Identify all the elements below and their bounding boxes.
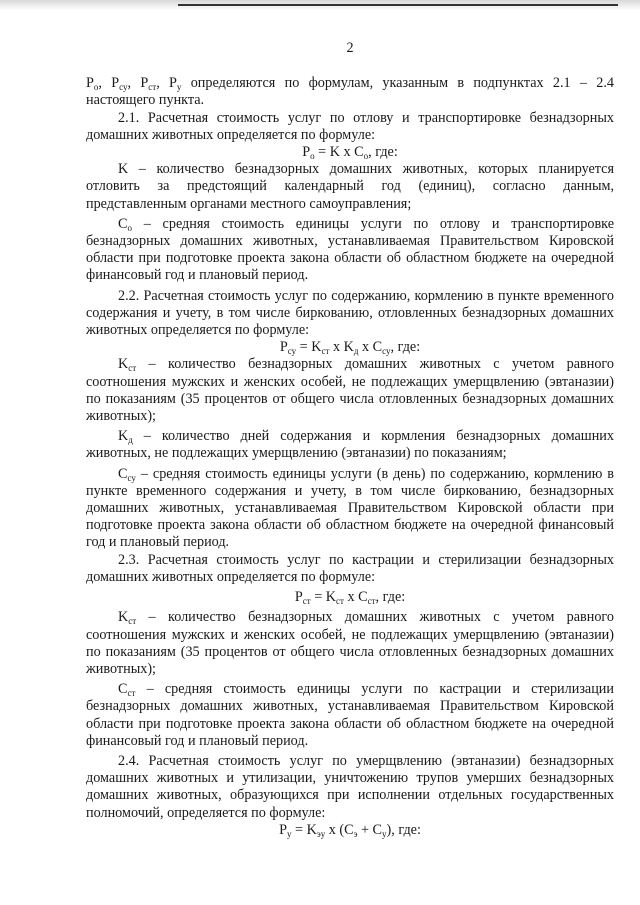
page-number: 2: [346, 40, 354, 56]
paragraph-2-1: 2.1. Расчетная стоимость услуг по отлову и транспортировке безнадзорных домашних животных определяется по формуле:: [86, 109, 614, 143]
paragraph-2-2: 2.2. Расчетная стоимость услуг по содержанию, кормлению в пункте временного содержания и учету, в том числе биркованию, отловленных безнадзорных домашних животных определяется по формуле:: [86, 287, 614, 339]
paragraph-2-3: 2.3. Расчетная стоимость услуг по кастрации и стерилизации безнадзорных домашних животных определяется по формуле:: [86, 551, 614, 585]
definition-kst: $K_{ст}$ – количество безнадзорных домашних животных с учетом равного соотношения мужских и женских особей, не подлежащих умерщвлению (эвтаназии) по показаниям (35 процентов от общего числа отловленных безнадзорных домашних животных);: [86, 356, 614, 425]
definition-co: $C_o$ – средняя стоимость единицы услуги по отлову и транспортировке безнадзорных домашних животных, устанавливаемая Правительством Кировской области при подготовке проекта закона области об областном бюджете на очередной финансовый год и плановый период.: [86, 215, 614, 284]
definition-kd: $K_д$ – количество дней содержания и кормления безнадзорных домашних животных, не подлежащих умерщвлению (эвтаназии) по показаниям;: [86, 428, 614, 462]
paragraph-definitions-intro: $P_o$, $P_{су}$, $P_{ст}$, $P_у$ определяются по формулам, указанным в подпунктах 2.1 – 2.4 настоящего пункта.: [86, 75, 615, 109]
paragraph-2-4: 2.4. Расчетная стоимость услуг по умерщвлению (эвтаназии) безнадзорных домашних животных и утилизации, уничтожению трупов умерших безнадзорных домашних животных, образующихся при исполнении отдельных государственных полномочий, определяется по формуле:: [86, 752, 614, 821]
definition-k: K – количество безнадзорных домашних животных, которых планируется отловить за предстоящий календарный год (единиц), согласно данным, представленным органами местного самоуправления;: [86, 161, 614, 212]
scan-top-line: [178, 4, 618, 6]
definition-cst: $C_{ст}$ – средняя стоимость единицы услуги по кастрации и стерилизации безнадзорных домашних животных, устанавливаемая Правительством Кировской области при подготовке проекта закона области об областном бюджете на очередной финансовый год и плановый период.: [86, 681, 614, 749]
formula-psu: $P_{су} = K_{ст}$ x $K_д$ x $C_{су}$, где:: [279, 339, 421, 357]
formula-po: $P_o = K$ x $C_o$, где:: [302, 144, 398, 162]
formula-pu: $P_у = K_{эу}$ x $(C_э + C_у)$, где:: [279, 821, 421, 839]
definition-csu: $C_{су}$ – средняя стоимость единицы услуги (в день) по содержанию, кормлению в пункте временного содержания и учету, в том числе биркованию, безнадзорных домашних животных, устанавливаемая Правительством Кировской области при подготовке проекта закона области об областном бюджете на очередной финансовый год и плановый период.: [86, 465, 614, 551]
definition-kst-2: $K_{ст}$ – количество безнадзорных домашних животных с учетом равного соотношения мужских и женских особей, не подлежащих умерщвлению (эвтаназии) по показаниям (35 процентов от общего числа отловленных безнадзорных домашних животных);: [86, 609, 614, 677]
document-page: [86, 40, 614, 839]
formula-pst: $P_{ст} = K_{ст}$ x $C_{ст}$, где:: [294, 589, 406, 607]
